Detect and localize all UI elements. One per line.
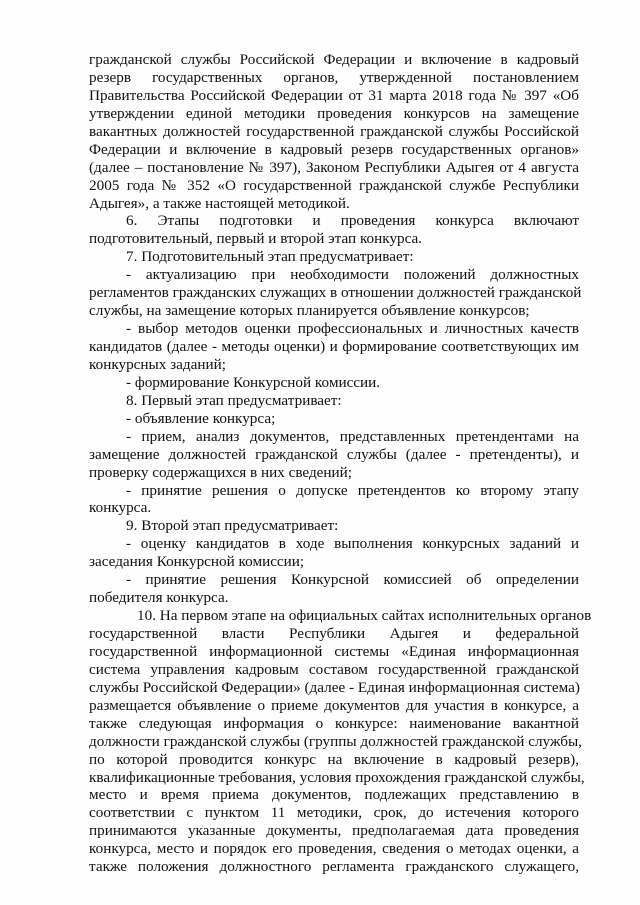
list-item: - объявление конкурса;: [126, 409, 276, 427]
text-line: также положения должностного регламента гражданского служащего,: [89, 858, 579, 876]
text-line: система управления кадровым составом государственной гражданской: [89, 660, 579, 678]
text-line: службы Российской Федерации» (далее - Единая информационная система): [89, 678, 580, 696]
text-line: соответствии с пунктом 11 методики, срок, до истечения которого: [89, 804, 579, 822]
text-line: принимаются указанные документы, предполагаемая дата проведения: [89, 822, 579, 840]
text-line: 2005 года № 352 «О государственной гражданской службе Республики: [89, 176, 579, 194]
text-line: регламентов гражданских служащих в отношении должностей гражданской: [89, 284, 582, 302]
text-line: замещение должностей гражданской службы (далее - претенденты), и: [89, 445, 579, 463]
text-line: подготовительный, первый и второй этап конкурса.: [89, 230, 423, 248]
text-line: победителя конкурса.: [89, 589, 229, 607]
text-line: также следующая информация о конкурсе: наименование вакантной: [89, 714, 579, 732]
list-item: - выбор методов оценки профессиональных и личностных качеств: [126, 320, 579, 338]
section-9-heading: 9. Второй этап предусматривает:: [126, 517, 339, 535]
text-line: гражданской службы Российской Федерации и включение в кадровый: [89, 51, 579, 68]
text-line: государственной власти Республики Адыгея и федеральной: [89, 625, 579, 642]
text-line: конкурсных заданий;: [89, 355, 226, 373]
text-line: по которой проводится конкурс на включение в кадровый резерв),: [89, 750, 579, 768]
text-line: службы, на замещение которых планируется объявление конкурсов;: [89, 302, 530, 320]
section-8-heading: 8. Первый этап предусматривает:: [126, 391, 342, 409]
text-line: Правительства Российской Федерации от 31 марта 2018 года № 397 «Об: [89, 86, 579, 104]
text-line: Адыгея», а также настоящей методикой.: [89, 194, 350, 212]
text-line: утверждении единой методики проведения конкурсов на замещение: [89, 104, 579, 122]
text-line: кандидатов (далее - методы оценки) и формирование соответствующих им: [89, 338, 579, 355]
section-10-heading: 10. На первом этапе на официальных сайтах исполнительных органов: [137, 607, 592, 625]
text-line: должности гражданской службы (группы должностей гражданской службы,: [89, 732, 582, 750]
text-line: заседания Конкурсной комиссии;: [89, 553, 305, 571]
text-line: Федерации и включение в кадровый резерв государственных органов»: [89, 140, 579, 158]
text-line: вакантных должностей государственной гражданской службы Российской: [89, 122, 579, 140]
list-item: - актуализацию при необходимости положений должностных: [126, 266, 579, 284]
text-line: проверку содержащихся в них сведений;: [89, 463, 353, 481]
section-6-heading: 6. Этапы подготовки и проведения конкурса включают: [126, 212, 579, 230]
section-7-heading: 7. Подготовительный этап предусматривает:: [126, 248, 414, 266]
text-line: конкурса.: [89, 499, 152, 517]
list-item: - принятие решения о допуске претендентов ко второму этапу: [126, 481, 579, 499]
text-line: место и время приема документов, подлежащих представлению в: [89, 786, 579, 804]
text-line: государственной информационной системы «Единая информационная: [89, 642, 579, 660]
text-line: резерв государственных органов, утвержденной постановлением: [89, 68, 579, 86]
text-line: (далее – постановление № 397), Законом Республики Адыгея от 4 августа: [89, 158, 579, 176]
list-item: - оценку кандидатов в ходе выполнения конкурсных заданий и: [126, 535, 579, 553]
list-item: - прием, анализ документов, представленных претендентами на: [126, 427, 579, 445]
document-text: [89, 51, 592, 876]
list-item: - принятие решения Конкурсной комиссией об определении: [126, 571, 579, 589]
text-line: конкурса, место и порядок его проведения, сведения о методах оценки, а: [89, 840, 579, 858]
list-item: - формирование Конкурсной комиссии.: [126, 373, 381, 391]
text-line: размещается объявление о приеме документов для участия в конкурсе, а: [89, 696, 579, 714]
text-line: квалификационные требования, условия прохождения гражданской службы,: [89, 768, 585, 786]
